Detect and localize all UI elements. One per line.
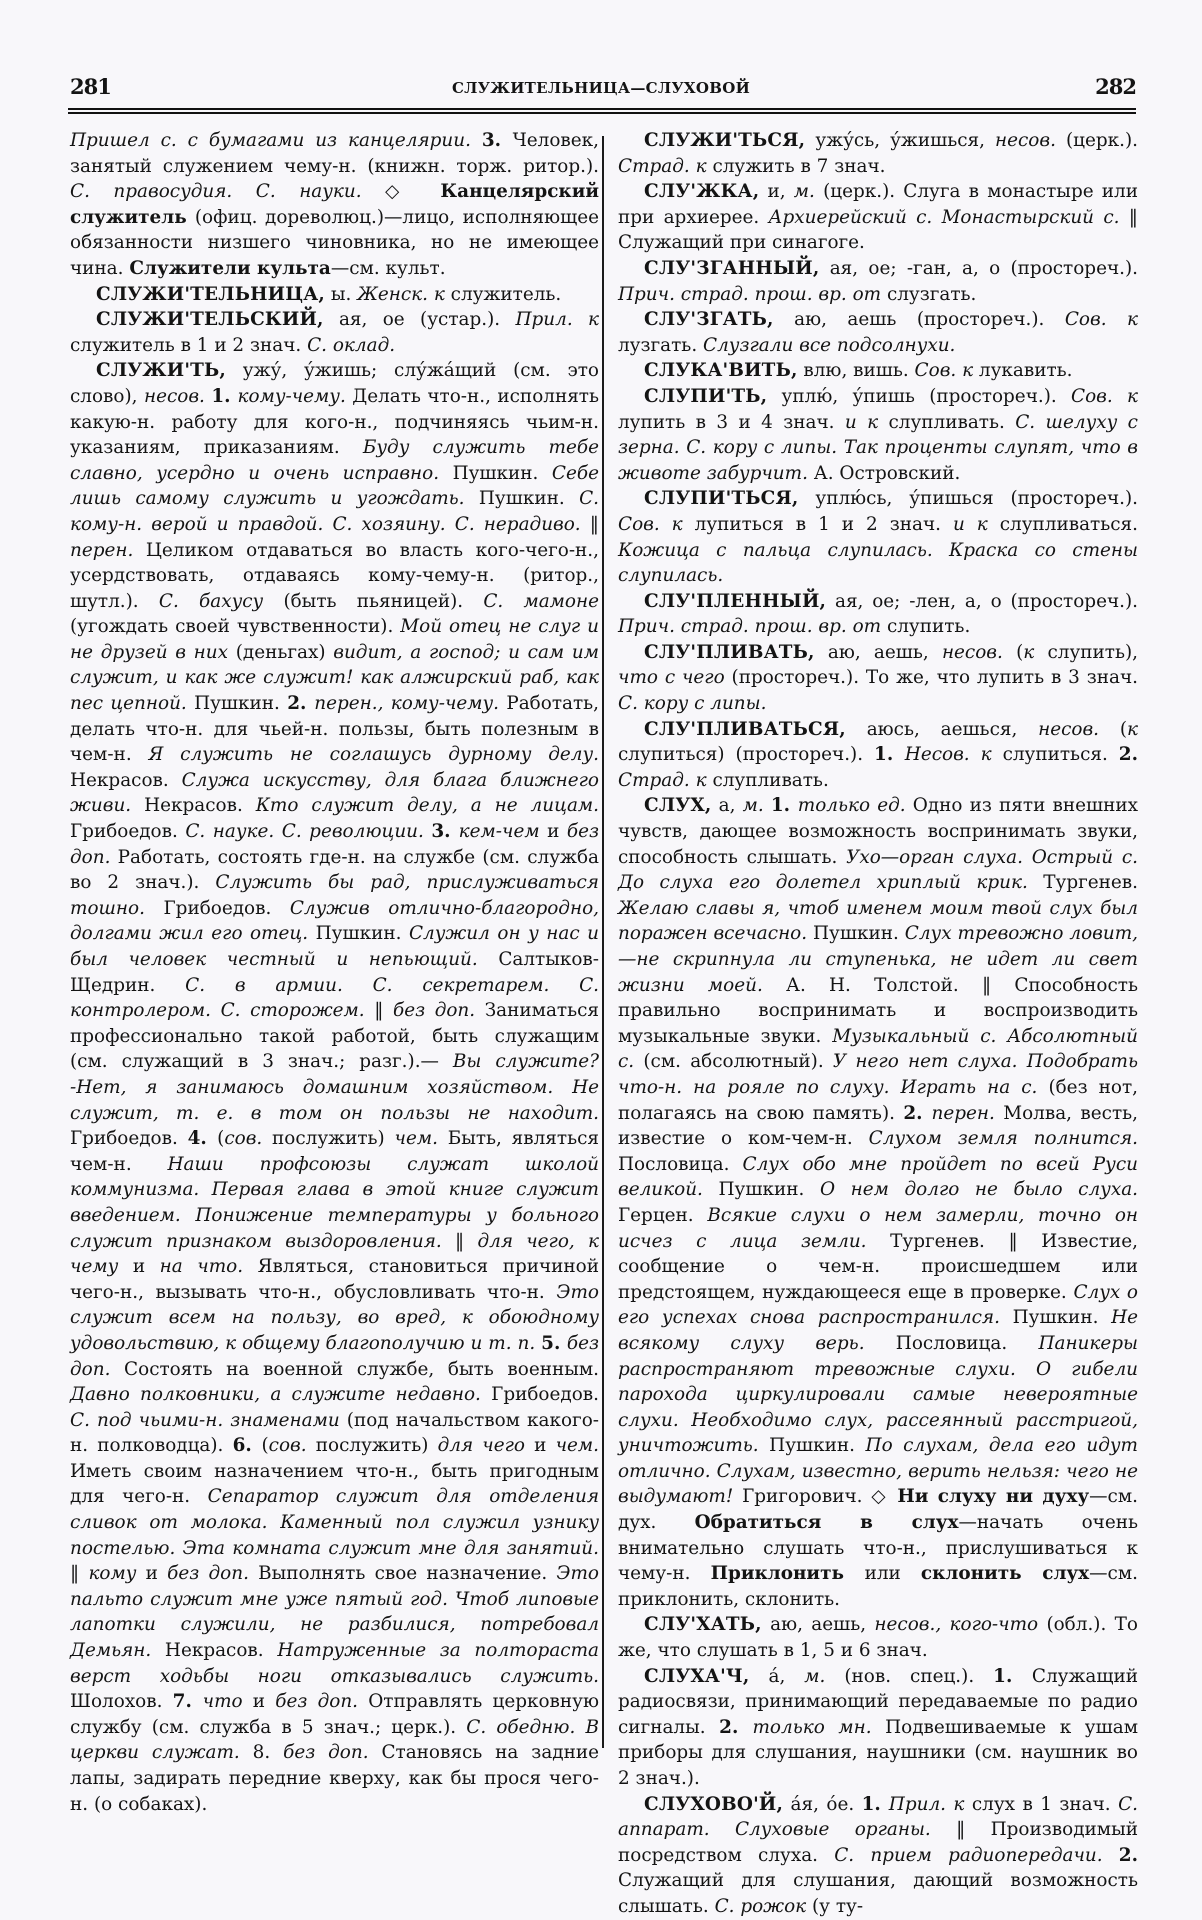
italic-text: для чего, к чему: [70, 1230, 599, 1278]
body-text: Тургенев.: [1043, 872, 1138, 894]
page-header: [66, 74, 1136, 104]
body-text: слупить),: [1047, 641, 1138, 663]
body-text: Пушкин.: [194, 693, 288, 715]
italic-text: Давно полковники, а служите недавно.: [70, 1384, 492, 1406]
body-text: а́,: [749, 1665, 805, 1687]
italic-text: м.: [804, 1665, 845, 1687]
body-text: Иметь своим назначением что-н., быть пригодным для чего-н.: [70, 1460, 599, 1508]
italic-text: С. рожок: [714, 1895, 812, 1917]
entry-headword: СЛУ'ЗГАТЬ,: [644, 309, 774, 331]
italic-text: Прич. страд. прош. вр. от: [618, 616, 887, 638]
body-text: и: [132, 1256, 160, 1278]
body-text: аю, аешь,: [814, 641, 942, 663]
body-text: Состоять на военной службе, быть военным.: [124, 1358, 600, 1380]
dictionary-entry: [70, 282, 599, 308]
italic-text: Вы служите? -Нет, я занимаюсь домашним хозяйством. Не служит, т. е. в том он пользы не находит.: [70, 1051, 599, 1124]
italic-text: и к: [952, 513, 1000, 535]
bold-text: Ни слуху ни духу: [897, 1486, 1090, 1508]
body-text: (обл.). То же, что слушать в 1, 5 и 6 знач.: [618, 1614, 1138, 1662]
body-text: 8.: [252, 1742, 284, 1764]
italic-text: Пришел с. с бумагами из канцелярии.: [70, 130, 482, 151]
body-text: и: [547, 821, 567, 843]
italic-text: чем.: [394, 1128, 448, 1150]
body-text: (офиц. дореволюц.)—лицо, исполняющее обязанности низшего чиновника, но не имеющее чина.: [70, 206, 599, 279]
italic-text: Слух о его успехах снова распространился.: [618, 1281, 1138, 1329]
body-text: Грибоедов.: [70, 821, 186, 843]
italic-text: что с чего: [618, 667, 732, 689]
entry-headword: СЛУХ,: [644, 795, 712, 817]
body-text: Выполнять свое назначение.: [258, 1563, 557, 1585]
body-text: Быть, являться чем-н.: [70, 1128, 599, 1175]
italic-text: Буду служить тебе славно, усердно и очень исправно.: [70, 437, 599, 484]
dictionary-entry: [618, 640, 1138, 717]
body-text: Пушкин.: [1012, 1307, 1112, 1329]
body-text: Салтыков-Щедрин.: [70, 949, 599, 996]
italic-text: Прил. к: [515, 309, 599, 331]
entry-headword: СЛУ'ЖКА,: [644, 181, 760, 203]
body-text: служитель в 1 и 2 знач.: [70, 334, 308, 356]
italic-text: перен.: [70, 539, 146, 561]
italic-text: м.: [793, 181, 824, 203]
body-text: и,: [759, 181, 794, 203]
body-text: Грибоедов.: [163, 897, 290, 919]
body-text: ‖ Производимый посредством слуха.: [618, 1819, 1138, 1866]
body-text: (быть пьяницей).: [283, 590, 484, 612]
italic-text: Служил он у нас и был человек честный и непьющий.: [70, 923, 599, 970]
body-text: служитель.: [450, 283, 562, 305]
body-text: ужу́сь, у́жишься,: [805, 130, 995, 151]
body-text: Служащий радиосвязи, принимающий передаваемые по радио сигналы.: [618, 1665, 1138, 1738]
body-text: ‖: [589, 513, 599, 535]
entry-headword: СЛУЖИ'ТЬСЯ,: [644, 130, 806, 151]
entry-headword: СЛУ'ПЛИВАТЬ,: [644, 641, 815, 663]
italic-text: что: [202, 1691, 253, 1713]
entry-headword: СЛУ'ПЛИВАТЬСЯ,: [644, 718, 846, 740]
body-text: Становясь на задние лапы, задирать передние кверху, как бы прося чего-н. (о собаках).: [70, 1742, 600, 1815]
body-text: а,: [711, 795, 743, 817]
body-text: и: [145, 1563, 168, 1585]
left-column: [70, 128, 599, 1817]
body-text: Герцен.: [618, 1204, 708, 1226]
body-text: или: [864, 1563, 921, 1585]
dictionary-entry: [618, 1612, 1138, 1663]
italic-text: несов.: [995, 130, 1066, 151]
body-text: слупиться.: [1002, 744, 1119, 766]
body-text: Пушкин.: [452, 462, 552, 484]
italic-text: Это пальто служит мне уже пятый год. Чтоб липовые лапотки служили, не разбилися, потребовал Демьян.: [70, 1563, 599, 1662]
body-text: слупиться) (простореч.).: [618, 744, 875, 766]
italic-text: Слух обо мне пройдет по всей Руси великой.: [618, 1153, 1138, 1201]
body-text: аю, аешь,: [761, 1614, 875, 1636]
dictionary-entry: [618, 717, 1138, 794]
entry-headword: СЛУХОВО'Й,: [644, 1793, 784, 1815]
body-text: лупить в 3 и 4 знач.: [618, 411, 845, 433]
body-text: Грибоедов.: [70, 1128, 188, 1150]
body-text: Заниматься профессионально такой работой, быть служащим (см. служащий в 3 знач.; разг.).—: [70, 1000, 599, 1073]
dictionary-entry: [618, 384, 1138, 486]
body-text: (без нот, полагаясь на свою память).: [618, 1076, 1138, 1124]
italic-text: Несов. к: [904, 744, 1003, 766]
bold-text: 2.: [287, 693, 315, 715]
bold-text: Обратиться в слух: [694, 1512, 959, 1534]
bold-text: 1.: [993, 1665, 1032, 1687]
italic-text: Кто служит делу, а не лицам.: [255, 795, 600, 817]
bold-text: 5.: [541, 1332, 567, 1354]
body-text: Одно из пяти внешних чувств, дающее возможность воспринимать звуки, способность слышать.: [618, 795, 1138, 868]
italic-text: Сов. к: [1064, 309, 1138, 331]
entry-headword: СЛУ'ЗГАННЫЙ,: [644, 257, 820, 279]
body-text: лупиться в 1 и 2 знач.: [694, 513, 953, 535]
dictionary-entry: [70, 307, 599, 358]
bold-text: 3.: [481, 130, 513, 151]
body-text: (: [1016, 641, 1024, 663]
body-text: и: [534, 1435, 556, 1457]
italic-text: С. науке. С. революции.: [185, 821, 432, 843]
italic-text: видит, а господ; и сам им служит, и как же служит! как алжирский раб, как пес цепной.: [70, 641, 599, 715]
body-text: (у ту-: [811, 1895, 864, 1917]
italic-text: Сов. к: [914, 360, 979, 382]
italic-text: Сов. к: [1071, 385, 1139, 407]
body-text: слупить.: [886, 616, 971, 638]
italic-text: С. обедню. В церкви служат.: [70, 1716, 599, 1764]
running-head: СЛУЖИТЕЛЬНИЦА—СЛУХОВОЙ: [451, 79, 751, 97]
bold-text: 3.: [431, 821, 459, 843]
dictionary-entry: [618, 179, 1138, 256]
body-text: —начать очень внимательно слушать что-н., прислушиваться к чему-н.: [618, 1512, 1138, 1585]
italic-text: и к: [844, 411, 889, 433]
body-text: Пушкин.: [315, 923, 409, 945]
dictionary-entry: [618, 358, 1138, 384]
body-text: Пушкин.: [478, 488, 580, 510]
body-text: Служащий для слушания, дающий возможность слышать.: [618, 1870, 1138, 1917]
dictionary-entry: [618, 486, 1138, 588]
body-text: Григорович. ◇: [742, 1486, 898, 1508]
bold-text: 2.: [1118, 744, 1138, 766]
body-text: слузгать.: [886, 283, 977, 305]
italic-text: Служить бы рад, прислуживаться тошно.: [70, 872, 599, 919]
body-text: Шолохов.: [70, 1691, 173, 1713]
italic-text: несов., кого-что: [874, 1614, 1047, 1636]
body-text: ◇: [385, 181, 441, 203]
dictionary-entry: [618, 307, 1138, 358]
bold-text: Канцелярский служитель: [70, 181, 599, 228]
body-text: Подвешиваемые к ушам приборы для слушания, наушники (см. наушник во 2 знач.).: [618, 1716, 1138, 1789]
body-text: Некрасов.: [144, 795, 256, 817]
body-text: а́я, о́е.: [783, 1793, 862, 1815]
italic-text: без доп.: [167, 1563, 259, 1585]
italic-text: к: [1127, 718, 1138, 740]
italic-text: Мой отец не слуг и не друзей в них: [70, 616, 600, 663]
italic-text: Кожица с пальца слупилась. Краска со стены слупилась.: [618, 539, 1138, 587]
dictionary-entry: [618, 128, 1138, 179]
italic-text: Ухо—орган слуха. Острый с. До слуха его долетел хриплый крик.: [618, 846, 1139, 894]
italic-text: С. бахусу: [158, 590, 284, 612]
italic-text: Не всякому слуху верь.: [618, 1307, 1138, 1354]
italic-text: кому-чему.: [237, 385, 353, 407]
italic-text: сов.: [224, 1128, 273, 1150]
body-text: уплю́сь, у́пишься (простореч.).: [798, 488, 1138, 510]
italic-text: без доп.: [283, 1742, 382, 1764]
italic-text: У него нет слуха. Подобрать что-н. на рояле по слуху. Играть на с.: [618, 1051, 1138, 1098]
italic-text: Наши профсоюзы служат школой коммунизма. Первая глава в этой книге служит введением. Понижение температуры у больного служит признаком выздоровления.: [70, 1153, 599, 1252]
italic-text: чем.: [555, 1435, 599, 1457]
entry-headword: СЛУ'ПЛЕННЫЙ,: [644, 590, 827, 612]
italic-text: Прил. к: [888, 1793, 972, 1815]
body-text: Работать, делать что-н. для чьей-н. пользы, быть полезным в чем-н.: [70, 693, 599, 766]
bold-text: 6.: [232, 1435, 262, 1457]
body-text: Пушкин.: [718, 1179, 820, 1201]
italic-text: к: [1023, 641, 1048, 663]
body-text: ‖: [374, 1000, 393, 1022]
body-text: влю, вишь.: [797, 360, 915, 382]
body-text: (см. абсолютный).: [643, 1051, 833, 1073]
dictionary-entry: [618, 1664, 1138, 1792]
italic-text: Страд. к: [618, 769, 713, 791]
body-text: слупливать.: [888, 411, 1016, 433]
italic-text: С. оклад.: [307, 334, 396, 356]
italic-text: С. в армии. С. секретарем. С. контролером. С. сторожем.: [70, 974, 599, 1022]
entry-headword: СЛУКА'ВИТЬ,: [644, 360, 798, 382]
body-text: (простореч.). То же, что лупить в 3 знач.: [731, 667, 1138, 689]
italic-text: Сепаратор служит для отделения сливок от молока. Каменный пол служил узнику постелью. Эта комната служит мне для занятий.: [70, 1486, 599, 1559]
italic-text: без доп.: [392, 1000, 485, 1022]
bold-text: 2.: [719, 1716, 753, 1738]
entry-headword: СЛУПИ'ТЬСЯ,: [644, 488, 799, 510]
entry-headword: СЛУЖИ'ТЕЛЬНИЦА,: [96, 283, 326, 305]
italic-text: Страд. к: [618, 155, 713, 177]
left-page-number: 281: [70, 74, 111, 99]
italic-text: без доп.: [70, 1332, 599, 1380]
italic-text: С. правосудия. С. науки.: [70, 181, 386, 203]
bold-text: Приклонить: [710, 1563, 865, 1585]
bold-text: 7.: [172, 1691, 203, 1713]
body-text: Человек, занятый служением чему-н. (книжн. торж. ритор.).: [70, 130, 599, 177]
dictionary-entry: [70, 358, 599, 1817]
body-text: ы.: [325, 283, 358, 305]
body-text: и: [252, 1691, 276, 1713]
italic-text: С. кору с липы.: [618, 693, 767, 715]
italic-text: Желаю славы я, чтоб именем моим твой слух был поражен всечасно.: [618, 897, 1138, 945]
body-text: А. Н. Толстой. ‖ Способность правильно воспринимать и воспроизводить музыкальные звуки.: [618, 974, 1138, 1047]
body-text: (: [1119, 718, 1128, 740]
italic-text: м.: [742, 795, 771, 817]
italic-text: без доп.: [70, 821, 600, 868]
italic-text: только мн.: [752, 1716, 886, 1738]
body-text: (церк.).: [1065, 130, 1138, 151]
italic-text: Паникеры распространяют тревожные слухи. О гибели парохода циркулировали самые невероятные слухи. Необходимо слух, рассеянный расстригой, уничтожить.: [618, 1332, 1139, 1457]
body-text: А. Островский.: [813, 462, 961, 484]
body-text: слупливаться.: [999, 513, 1138, 535]
italic-text: С. под чьими-н. знаменами: [70, 1409, 347, 1431]
entry-headword: СЛУХА'Ч,: [644, 1665, 750, 1687]
bold-text: склонить слух: [920, 1563, 1090, 1585]
body-text: уплю́, у́пишь (простореч.).: [767, 385, 1072, 407]
body-text: Работать, состоять где-н. на службе (см. служба во 2 знач.).: [70, 846, 599, 894]
italic-text: несов.: [143, 385, 212, 407]
italic-text: Прич. страд. прош. вр. от: [618, 283, 887, 305]
entry-continuation: [70, 128, 599, 282]
dictionary-entry: [618, 1792, 1138, 1920]
body-text: (деньгах): [235, 641, 334, 663]
italic-text: Музыкальный с. Абсолютный с.: [618, 1025, 1138, 1073]
body-text: послужить): [272, 1128, 395, 1150]
italic-text: Сов. к: [618, 513, 695, 535]
italic-text: Всякие слухи о нем замерли, точно он исчез с лица земли.: [618, 1204, 1139, 1252]
column-divider: [602, 136, 604, 1748]
italic-text: перен., кому-чему.: [314, 693, 507, 715]
italic-text: без доп.: [275, 1691, 369, 1713]
entry-headword: СЛУЖИ'ТЕЛЬСКИЙ,: [96, 309, 324, 331]
right-column: [618, 128, 1138, 1920]
body-text: Отправлять церковную службу (см. служба в 5 знач.; церк.).: [70, 1691, 599, 1738]
body-text: Являться, становиться причиной чего-н., вызывать что-н., обусловливать что-н.: [70, 1256, 599, 1303]
bold-text: 2.: [1118, 1844, 1138, 1866]
body-text: ‖: [455, 1230, 478, 1252]
italic-text: С. прием радиопередачи.: [834, 1844, 1119, 1866]
italic-text: на что.: [159, 1256, 258, 1278]
body-text: Пословица.: [895, 1332, 1039, 1354]
italic-text: только ед.: [797, 795, 913, 817]
body-text: Некрасов.: [70, 769, 182, 791]
body-text: ‖: [70, 1563, 89, 1585]
bold-text: 4.: [187, 1128, 218, 1150]
italic-text: перен.: [931, 1102, 1004, 1124]
bold-text: 2.: [903, 1102, 932, 1124]
italic-text: Архиерейский с. Монастырский с.: [768, 206, 1129, 228]
italic-text: По слухам, дела его идут отлично. Слухам, известно, верить нельзя: чего не выдумают!: [618, 1435, 1138, 1508]
body-text: Делать что-н., исполнять какую-н. работу для кого-н., подчиняясь чьим-н. указаниям, приказаниям.: [70, 385, 599, 459]
italic-text: Служив отлично-благородно, долгами жил его отец.: [70, 897, 599, 945]
body-text: Целиком отдаваться во власть кого-чего-н., усердствовать, отдаваясь кому-чему-н. (ритор., шутл.).: [70, 539, 599, 612]
body-text: послужить): [315, 1435, 438, 1457]
body-text: (: [217, 1128, 225, 1150]
italic-text: С. шелуху с зерна. С. кору с липы. Так проценты слупят, что в животе забурчит.: [618, 411, 1138, 484]
body-text: ая, ое (устар.).: [323, 309, 516, 331]
dictionary-entry: [618, 589, 1138, 640]
body-text: ая, ое; -лен, а, о (простореч.).: [826, 590, 1138, 612]
italic-text: О нем долго не было слуха.: [819, 1179, 1139, 1201]
italic-text: С. аппарат. Слуховые органы.: [618, 1793, 1138, 1841]
dictionary-entry: [618, 256, 1138, 307]
italic-text: несов.: [941, 641, 1017, 663]
body-text: (нов. спец.).: [844, 1665, 994, 1687]
italic-text: Себе лишь самому служить и угождать.: [70, 462, 599, 510]
body-text: ‖ Служащий при синагоге.: [618, 206, 1138, 254]
italic-text: Слузгали все подсолнухи.: [703, 334, 956, 356]
italic-text: для чего: [437, 1435, 535, 1457]
italic-text: несов.: [1038, 718, 1120, 740]
entry-headword: СЛУПИ'ТЬ,: [644, 385, 768, 407]
right-page-number: 282: [1095, 74, 1136, 99]
dictionary-entry: [618, 793, 1138, 1612]
body-text: лузгать.: [618, 334, 704, 356]
italic-text: кем-чем: [458, 821, 548, 843]
body-text: ая, ое; -ган, а, о (простореч.).: [819, 257, 1138, 279]
italic-text: сов.: [268, 1435, 316, 1457]
bold-text: 1.: [211, 385, 238, 407]
body-text: Пушкин.: [769, 1435, 866, 1457]
body-text: Грибоедов.: [491, 1384, 599, 1406]
body-text: —см. дух.: [618, 1486, 1138, 1534]
body-text: слух в 1 знач.: [971, 1793, 1119, 1815]
bold-text: 1.: [770, 795, 798, 817]
italic-text: Слух тревожно ловит,—не скрипнула ли ступенька, не идет ли свет жизни моей.: [618, 923, 1138, 996]
bold-text: 1.: [861, 1793, 889, 1815]
italic-text: С. кому-н. верой и правдой. С. хозяину. С. нерадиво.: [70, 488, 599, 535]
body-text: служить в 7 знач.: [712, 155, 886, 177]
italic-text: С. мамоне: [483, 590, 599, 612]
italic-text: кому: [88, 1563, 146, 1585]
body-text: Пушкин.: [813, 923, 905, 945]
italic-text: Служа искусству, для блага ближнего живи.: [70, 769, 599, 817]
body-text: (под начальством какого-н. полководца).: [70, 1409, 599, 1457]
body-text: лукавить.: [978, 360, 1073, 382]
body-text: —см. культ.: [330, 257, 446, 279]
header-double-rule: [68, 108, 1136, 114]
body-text: Молва, весть, известие о ком-чем-н.: [618, 1102, 1138, 1150]
body-text: (угождать своей чувственности).: [70, 616, 401, 638]
italic-text: Это служит всем на пользу, во вред, к обоюдному удовольствию, к общему благополучию и т. п.: [70, 1281, 599, 1354]
body-text: Некрасов.: [164, 1640, 278, 1662]
body-text: Тургенев. ‖ Известие, сообщение о чем-н. происшедшем или предстоящем, нуждающееся еще в проверке.: [618, 1230, 1139, 1303]
italic-text: Натруженные за полтораста верст ходьбы ноги отказывались служить.: [70, 1640, 599, 1687]
entry-headword: СЛУ'ХАТЬ,: [644, 1614, 762, 1636]
italic-text: Слухом земля полнится.: [868, 1128, 1139, 1150]
body-text: —см. приклонить, склонить.: [618, 1563, 1138, 1610]
body-text: аю, аешь (простореч.).: [773, 309, 1065, 331]
body-text: ужу́, у́жишь; слу́жа́щий (см. это слово),: [70, 360, 599, 407]
bold-text: 1.: [874, 744, 905, 766]
italic-text: Я служить не соглашусь дурному делу.: [148, 744, 599, 766]
body-text: Пословица.: [618, 1153, 743, 1175]
body-text: (: [261, 1435, 269, 1457]
bold-text: Служители культа: [129, 257, 331, 279]
body-text: (церк.). Слуга в монастыре или при архиерее.: [618, 181, 1138, 228]
entry-headword: СЛУЖИ'ТЬ,: [96, 360, 227, 382]
body-text: аюсь, аешься,: [845, 718, 1039, 740]
body-text: слупливать.: [712, 769, 829, 791]
italic-text: Женск. к: [357, 283, 451, 305]
